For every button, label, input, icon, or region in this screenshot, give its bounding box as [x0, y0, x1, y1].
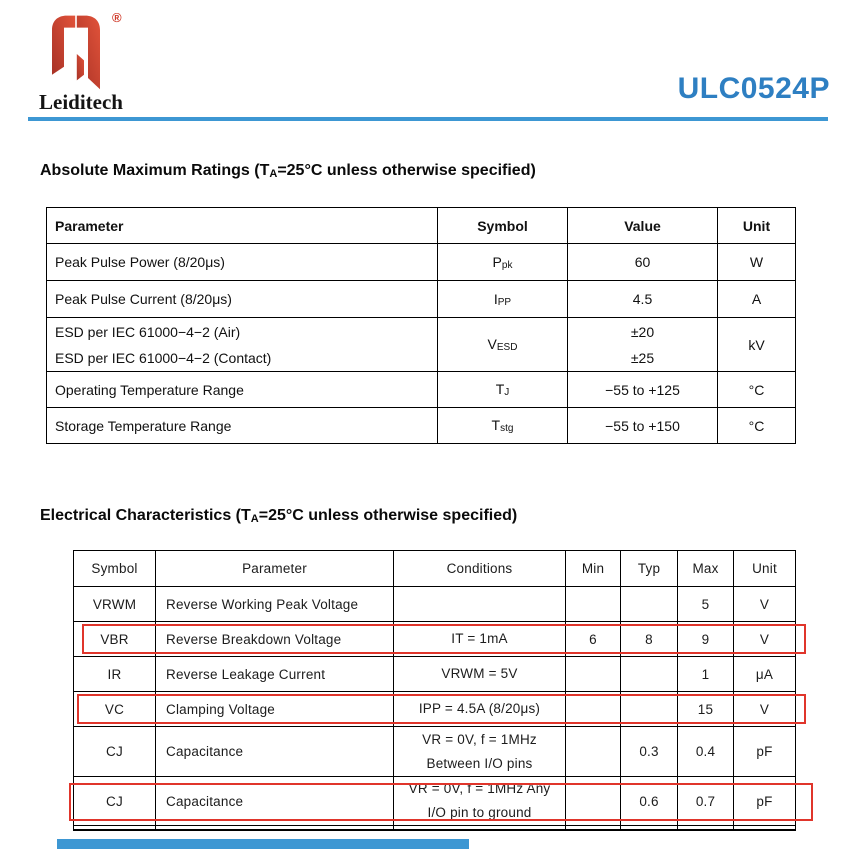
cell-symbol: VC: [74, 692, 156, 727]
cell-value: −55 to +125: [568, 372, 718, 408]
cell-max: 9: [678, 622, 734, 657]
col-header-symbol: Symbol: [74, 551, 156, 587]
cell-parameter: Capacitance: [156, 777, 394, 826]
cell-min: 6: [566, 622, 621, 657]
brand-name: Leiditech: [39, 90, 123, 114]
title-text: Electrical Characteristics (T: [40, 507, 251, 524]
cell-parameter: Storage Temperature Range: [47, 408, 438, 444]
cell-unit: °C: [718, 408, 796, 444]
title-text: =25°C unless otherwise specified): [258, 507, 518, 524]
table-bottom-strip: [74, 826, 796, 830]
cell-symbol: Tstg: [438, 408, 568, 444]
cell-typ: [621, 657, 678, 692]
cell-max: 0.4: [678, 727, 734, 777]
cell-unit: μA: [734, 657, 796, 692]
col-header-parameter: Parameter: [156, 551, 394, 587]
table-row: [74, 587, 796, 622]
registered-trademark-icon: ®: [112, 10, 122, 25]
cell-value: ±20 ±25: [568, 318, 718, 372]
cell-unit: °C: [718, 372, 796, 408]
cell-unit: kV: [718, 318, 796, 372]
cell-typ: 8: [621, 622, 678, 657]
cell-symbol: VRWM: [74, 587, 156, 622]
title-subscript: A: [250, 513, 259, 525]
cell-symbol: CJ: [74, 727, 156, 777]
cell-value: 60: [568, 244, 718, 281]
cell-conditions: [394, 587, 566, 622]
cell-unit: pF: [734, 777, 796, 826]
col-header-symbol: Symbol: [438, 208, 568, 244]
cell-unit: W: [718, 244, 796, 281]
cell-max: 1: [678, 657, 734, 692]
cell-symbol: TJ: [438, 372, 568, 408]
logo-left-tower: [52, 16, 75, 75]
cell-conditions: VRWM = 5V: [394, 657, 566, 692]
footer-bar: [57, 839, 469, 849]
cell-unit: V: [734, 587, 796, 622]
table-row: [47, 281, 796, 318]
cell-typ: [621, 587, 678, 622]
table-row: [47, 244, 796, 281]
col-header-parameter: Parameter: [47, 208, 438, 244]
col-header-max: Max: [678, 551, 734, 587]
cell-parameter: Reverse Breakdown Voltage: [156, 622, 394, 657]
cell-min: [566, 727, 621, 777]
absolute-maximum-ratings-table: [46, 207, 796, 444]
col-header-min: Min: [566, 551, 621, 587]
cell-typ: 0.3: [621, 727, 678, 777]
table-row: [47, 372, 796, 408]
highlight-box-cj-row: [69, 783, 813, 821]
cell-symbol: Ppk: [438, 244, 568, 281]
title-text: Absolute Maximum Ratings (T: [40, 162, 270, 179]
cell-min: [566, 587, 621, 622]
cell-symbol: CJ: [74, 777, 156, 826]
logo-right-tower: [77, 16, 100, 90]
highlight-box-vc-row: [77, 694, 806, 724]
section-title-electrical-characteristics: [40, 507, 517, 525]
cell-min: [566, 657, 621, 692]
cell-parameter: Clamping Voltage: [156, 692, 394, 727]
table-row: [47, 408, 796, 444]
title-subscript: A: [269, 168, 278, 180]
cell-value: −55 to +150: [568, 408, 718, 444]
part-number: ULC0524P: [677, 72, 830, 105]
table-row: [74, 727, 796, 777]
cell-parameter: Operating Temperature Range: [47, 372, 438, 408]
cell-unit: V: [734, 692, 796, 727]
table-header-row: [47, 208, 796, 244]
col-header-conditions: Conditions: [394, 551, 566, 587]
cell-max: 5: [678, 587, 734, 622]
col-header-value: Value: [568, 208, 718, 244]
col-header-typ: Typ: [621, 551, 678, 587]
table-row: [47, 318, 796, 372]
cell-symbol: IR: [74, 657, 156, 692]
cell-conditions: VR = 0V, f = 1MHz Between I/O pins: [394, 727, 566, 777]
table-row: [74, 657, 796, 692]
cell-parameter: Peak Pulse Current (8/20μs): [47, 281, 438, 318]
cell-symbol: VBR: [74, 622, 156, 657]
cell-parameter: Peak Pulse Power (8/20μs): [47, 244, 438, 281]
header-divider: [28, 117, 828, 121]
cell-unit: pF: [734, 727, 796, 777]
cell-conditions: VR = 0V, f = 1MHz Any I/O pin to ground: [394, 777, 566, 826]
cell-conditions: IPP = 4.5A (8/20μs): [394, 692, 566, 727]
cell-symbol: VESD: [438, 318, 568, 372]
cell-parameter: ESD per IEC 61000−4−2 (Air) ESD per IEC 61000−4−2 (Contact): [47, 318, 438, 372]
cell-value: 4.5: [568, 281, 718, 318]
cell-typ: 0.6: [621, 777, 678, 826]
logo-inner-wedge: [77, 54, 84, 80]
cell-max: 15: [678, 692, 734, 727]
title-text: =25°C unless otherwise specified): [277, 162, 536, 179]
table-header-row: [74, 551, 796, 587]
cell-unit: A: [718, 281, 796, 318]
cell-parameter: Reverse Leakage Current: [156, 657, 394, 692]
cell-max: 0.7: [678, 777, 734, 826]
section-title-absolute-maximum-ratings: [40, 162, 536, 180]
cell-conditions: IT = 1mA: [394, 622, 566, 657]
leiditech-logo: [36, 6, 116, 94]
col-header-unit: Unit: [718, 208, 796, 244]
cell-parameter: Capacitance: [156, 727, 394, 777]
cell-symbol: IPP: [438, 281, 568, 318]
cell-unit: V: [734, 622, 796, 657]
highlight-box-vbr-row: [82, 624, 806, 654]
cell-parameter: Reverse Working Peak Voltage: [156, 587, 394, 622]
col-header-unit: Unit: [734, 551, 796, 587]
